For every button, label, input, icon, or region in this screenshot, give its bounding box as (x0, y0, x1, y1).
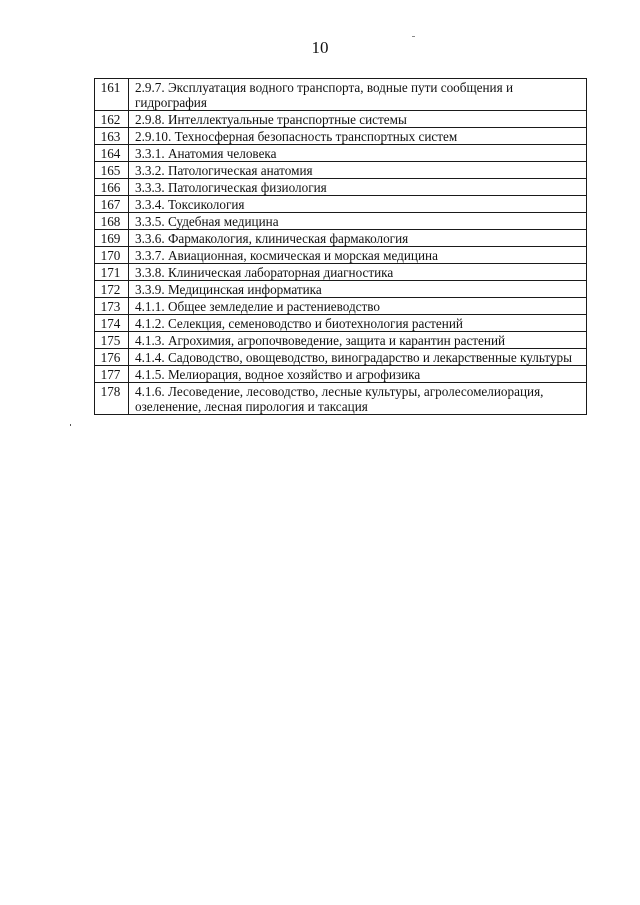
table-row (95, 281, 587, 298)
row-specialty: 3.3.6. Фармакология, клиническая фармакология (129, 230, 587, 247)
row-number: 172 (95, 281, 129, 298)
row-specialty: 3.3.8. Клиническая лабораторная диагностика (129, 264, 587, 281)
row-specialty: 2.9.7. Эксплуатация водного транспорта, водные пути сообщения и гидрография (129, 79, 587, 111)
table-row (95, 145, 587, 162)
row-specialty: 4.1.6. Лесоведение, лесоводство, лесные культуры, агролесомелиорация, озеленение, лесная пирология и таксация (129, 383, 587, 415)
row-specialty: 3.3.4. Токсикология (129, 196, 587, 213)
row-specialty: 4.1.2. Селекция, семеноводство и биотехнология растений (129, 315, 587, 332)
table-row (95, 162, 587, 179)
table-row (95, 111, 587, 128)
row-specialty: 4.1.3. Агрохимия, агропочвоведение, защита и карантин растений (129, 332, 587, 349)
table-row (95, 230, 587, 247)
row-specialty: 3.3.7. Авиационная, космическая и морская медицина (129, 247, 587, 264)
table-row (95, 128, 587, 145)
specialties-table (94, 78, 587, 415)
row-number: 178 (95, 383, 129, 415)
row-specialty: 3.3.3. Патологическая физиология (129, 179, 587, 196)
row-specialty: 3.3.9. Медицинская информатика (129, 281, 587, 298)
scan-speck (70, 424, 71, 426)
row-specialty: 3.3.1. Анатомия человека (129, 145, 587, 162)
row-specialty: 3.3.2. Патологическая анатомия (129, 162, 587, 179)
table-row (95, 366, 587, 383)
table-row (95, 196, 587, 213)
row-number: 167 (95, 196, 129, 213)
table-row (95, 79, 587, 111)
table-row (95, 315, 587, 332)
row-number: 177 (95, 366, 129, 383)
page-number: 10 (311, 38, 329, 57)
row-number: 165 (95, 162, 129, 179)
table-row (95, 349, 587, 366)
row-number: 164 (95, 145, 129, 162)
table-row (95, 383, 587, 415)
row-number: 169 (95, 230, 129, 247)
row-number: 162 (95, 111, 129, 128)
row-specialty: 2.9.10. Техносферная безопасность транспортных систем (129, 128, 587, 145)
row-number: 176 (95, 349, 129, 366)
row-number: 174 (95, 315, 129, 332)
table-row (95, 332, 587, 349)
row-number: 173 (95, 298, 129, 315)
row-specialty: 4.1.4. Садоводство, овощеводство, виноградарство и лекарственные культуры (129, 349, 587, 366)
table-row (95, 264, 587, 281)
table-row (95, 179, 587, 196)
row-number: 170 (95, 247, 129, 264)
row-number: 168 (95, 213, 129, 230)
row-number: 171 (95, 264, 129, 281)
row-number: 161 (95, 79, 129, 111)
row-specialty: 4.1.1. Общее земледелие и растениеводство (129, 298, 587, 315)
table-row (95, 213, 587, 230)
table-row (95, 298, 587, 315)
row-number: 163 (95, 128, 129, 145)
row-specialty: 2.9.8. Интеллектуальные транспортные системы (129, 111, 587, 128)
row-specialty: 3.3.5. Судебная медицина (129, 213, 587, 230)
row-number: 166 (95, 179, 129, 196)
row-specialty: 4.1.5. Мелиорация, водное хозяйство и агрофизика (129, 366, 587, 383)
scan-speck (412, 36, 415, 37)
table-row (95, 247, 587, 264)
row-number: 175 (95, 332, 129, 349)
